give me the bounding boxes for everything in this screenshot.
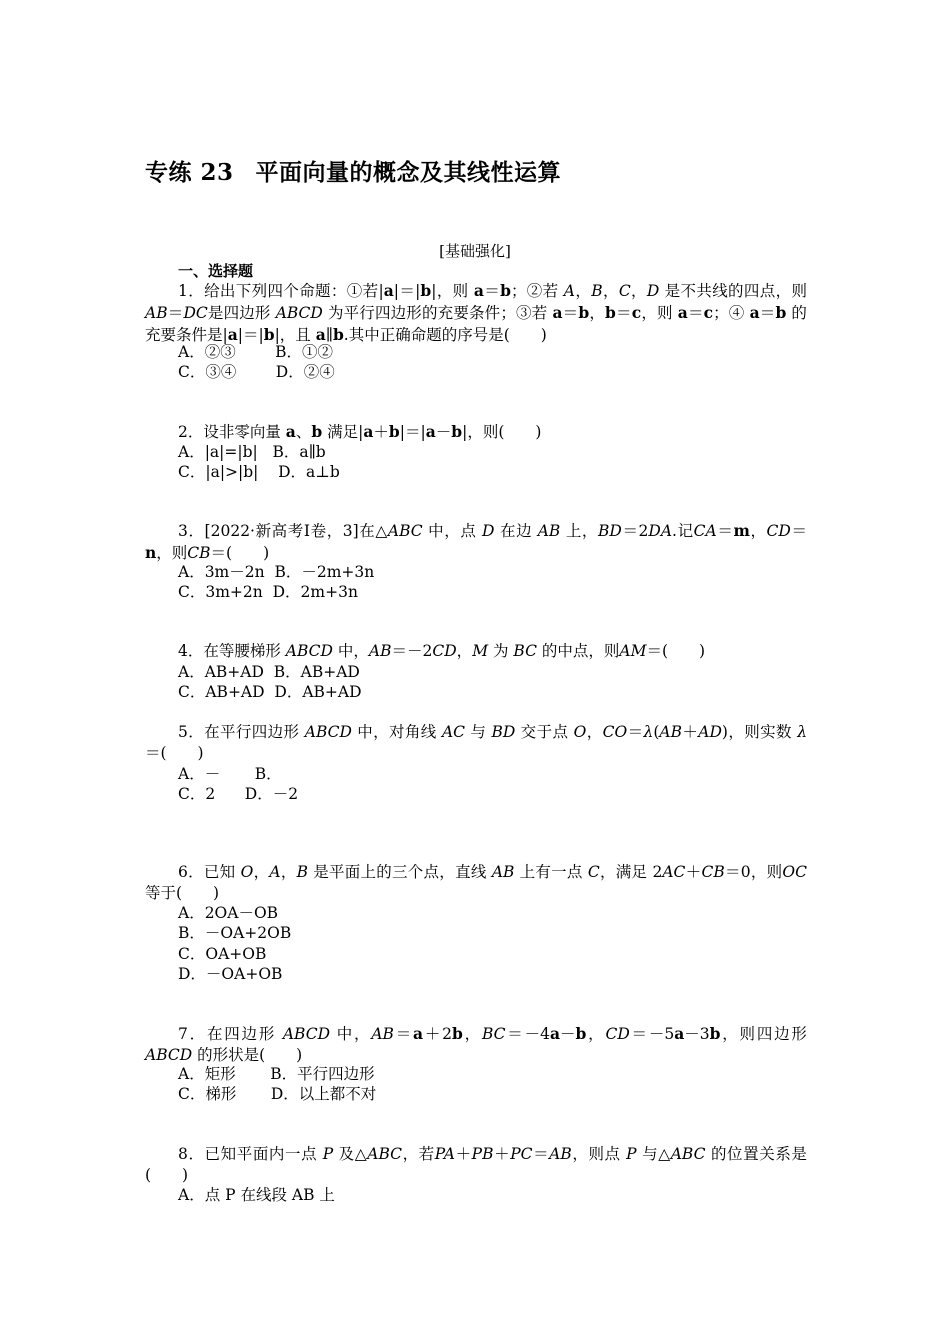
q4-option-a[interactable]: A．AB+AD [178, 663, 264, 681]
q4-option-c[interactable]: C．AB+AD [178, 683, 265, 701]
q5-options-row-2 [178, 784, 298, 804]
page-title [145, 154, 561, 187]
q7-options-row-1 [178, 1064, 375, 1084]
q1-options-row-2 [178, 362, 335, 382]
q7-option-b[interactable]: B．平行四边形 [270, 1065, 375, 1083]
q3-option-d[interactable]: D．2m+3n [272, 583, 358, 601]
question-1: 1．给出下列四个命题：①若|a|＝|b|，则 a＝b；②若 A，B，C，D 是不共线的四点，则AB＝DC是四边形 ABCD 为平行四边形的充要条件；③若 a＝b，b＝c，则 a＝c；④ a＝b 的充要条件是|a|＝|b|，且 a∥b.其中正确命题的序号是( ) [145, 281, 807, 344]
title-main: 平面向量的概念及其线性运算 [255, 159, 562, 186]
question-3: 3．[2022·新高考Ⅰ卷，3]在△ABC 中，点 D 在边 AB 上，BD＝2DA.记CA＝m，CD＝n，则CB＝( ) [145, 521, 807, 562]
q4-options-row-1 [178, 662, 360, 682]
q4-option-b[interactable]: B．AB+AD [273, 663, 360, 681]
q6-option-b[interactable]: B．－OA+2OB [178, 924, 292, 942]
q8-option-a[interactable]: A．点 P 在线段 AB 上 [178, 1186, 335, 1204]
q7-options-row-2 [178, 1084, 376, 1104]
question-5: 5．在平行四边形 ABCD 中，对角线 AC 与 BD 交于点 O，CO＝λ(AB＋AD)，则实数 λ＝( ) [145, 723, 808, 762]
q2-options-row-2 [178, 462, 340, 482]
question-7: 7．在四边形 ABCD 中，AB＝a＋2b，BC＝－4a－b，CD＝－5a－3b，则四边形 ABCD 的形状是( ) [145, 1024, 807, 1064]
q4-option-d[interactable]: D．AB+AD [274, 683, 362, 701]
q2-option-c[interactable]: C．|a|>|b| [178, 463, 259, 481]
q3-options-row-2 [178, 582, 358, 602]
q1-option-b[interactable]: B．①② [275, 343, 334, 361]
title-prefix: 专练 23 [145, 159, 234, 186]
q6-option-d[interactable]: D．－OA+OB [178, 965, 283, 983]
q6-option-a[interactable]: A．2OA－OB [178, 904, 279, 922]
q5-option-b[interactable]: B． [254, 765, 282, 783]
q3-option-a[interactable]: A．3m－2n [178, 563, 265, 581]
q2-option-d[interactable]: D．a⊥b [278, 463, 340, 481]
q2-option-a[interactable]: A．|a|=|b| [178, 443, 258, 461]
q6-option-c[interactable]: C．OA+OB [178, 945, 267, 963]
part-heading: 一、选择题 [178, 262, 254, 280]
q2-options-row-1 [178, 442, 326, 462]
q7-option-a[interactable]: A．矩形 [178, 1065, 236, 1083]
question-2: 2．设非零向量 a、b 满足|a＋b|＝|a－b|，则( ) [178, 422, 542, 441]
question-6: 6．已知 O，A，B 是平面上的三个点，直线 AB 上有一点 C，满足 2AC＋CB＝0，则OC等于( ) [145, 863, 807, 902]
q1-option-c[interactable]: C．③④ [178, 363, 237, 381]
q1-options-row-1 [178, 342, 333, 362]
q7-option-d[interactable]: D．以上都不对 [270, 1085, 377, 1103]
q4-options-row-2 [178, 682, 362, 702]
q1-option-a[interactable]: A．②③ [178, 343, 236, 361]
q5-option-a[interactable]: A．－ [178, 765, 221, 783]
question-4: 4．在等腰梯形 ABCD 中，AB＝－2CD，M 为 BC 的中点，则AM＝( ) [178, 642, 706, 660]
question-8: 8．已知平面内一点 P 及△ABC，若PA＋PB＋PC＝AB，则点 P 与△ABC 的位置关系是( ) [145, 1145, 807, 1184]
q3-option-b[interactable]: B．－2m+3n [274, 563, 375, 581]
q5-option-c[interactable]: C．2 [178, 785, 216, 803]
section-label: [基础强化] [439, 242, 511, 260]
q2-option-b[interactable]: B．a∥b [272, 443, 326, 461]
q1-option-d[interactable]: D．②④ [275, 363, 335, 381]
q5-options-row-1 [178, 764, 282, 784]
q7-option-c[interactable]: C．梯形 [178, 1085, 237, 1103]
q5-option-d[interactable]: D．－2 [244, 785, 299, 803]
q3-option-c[interactable]: C．3m+2n [178, 583, 263, 601]
q3-options-row-1 [178, 562, 374, 582]
